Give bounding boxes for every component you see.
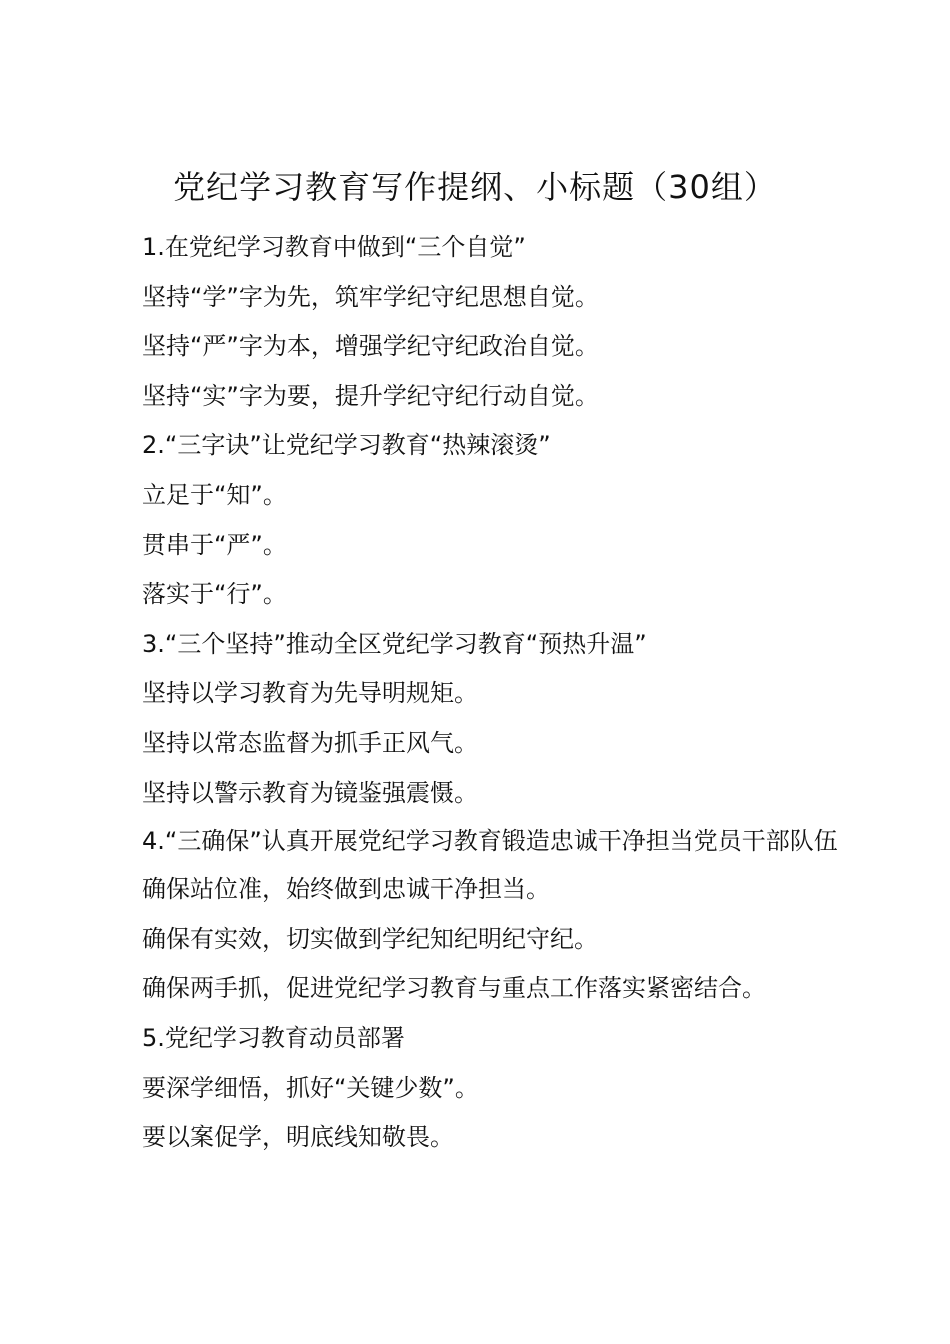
paragraph-line: 坚持以学习教育为先导明规矩。 xyxy=(142,679,478,708)
paragraph-line: 落实于“行”。 xyxy=(142,580,287,609)
section-heading: 3.“三个坚持”推动全区党纪学习教育“预热升温” xyxy=(142,629,647,658)
paragraph-line: 贯串于“严”。 xyxy=(142,530,287,559)
section-heading: 4.“三确保”认真开展党纪学习教育锻造忠诚干净担当党员干部队伍 xyxy=(142,827,838,856)
document-title: 党纪学习教育写作提纲、小标题（30组） xyxy=(173,168,777,206)
paragraph-line: 确保站位准，始终做到忠诚干净担当。 xyxy=(142,875,550,904)
paragraph-line: 要以案促学，明底线知敬畏。 xyxy=(142,1123,454,1152)
paragraph-line: 坚持以常态监督为抓手正风气。 xyxy=(142,728,478,757)
paragraph-line: 立足于“知”。 xyxy=(142,480,287,509)
paragraph-line: 坚持“实”字为要，提升学纪守纪行动自觉。 xyxy=(142,381,599,410)
section-heading: 5.党纪学习教育动员部署 xyxy=(142,1023,405,1052)
paragraph-line: 要深学细悟，抓好“关键少数”。 xyxy=(142,1073,479,1102)
paragraph-line: 坚持“严”字为本，增强学纪守纪政治自觉。 xyxy=(142,332,599,361)
document-body xyxy=(90,223,860,1163)
paragraph-line: 确保有实效，切实做到学纪知纪明纪守纪。 xyxy=(142,924,598,953)
paragraph-line: 确保两手抓，促进党纪学习教育与重点工作落实紧密结合。 xyxy=(142,974,766,1003)
section-heading: 2.“三字诀”让党纪学习教育“热辣滚烫” xyxy=(142,431,551,460)
paragraph-line: 坚持“学”字为先，筑牢学纪守纪思想自觉。 xyxy=(142,282,599,311)
paragraph-line: 坚持以警示教育为镜鉴强震慑。 xyxy=(142,778,478,807)
section-heading: 1.在党纪学习教育中做到“三个自觉” xyxy=(142,233,526,261)
